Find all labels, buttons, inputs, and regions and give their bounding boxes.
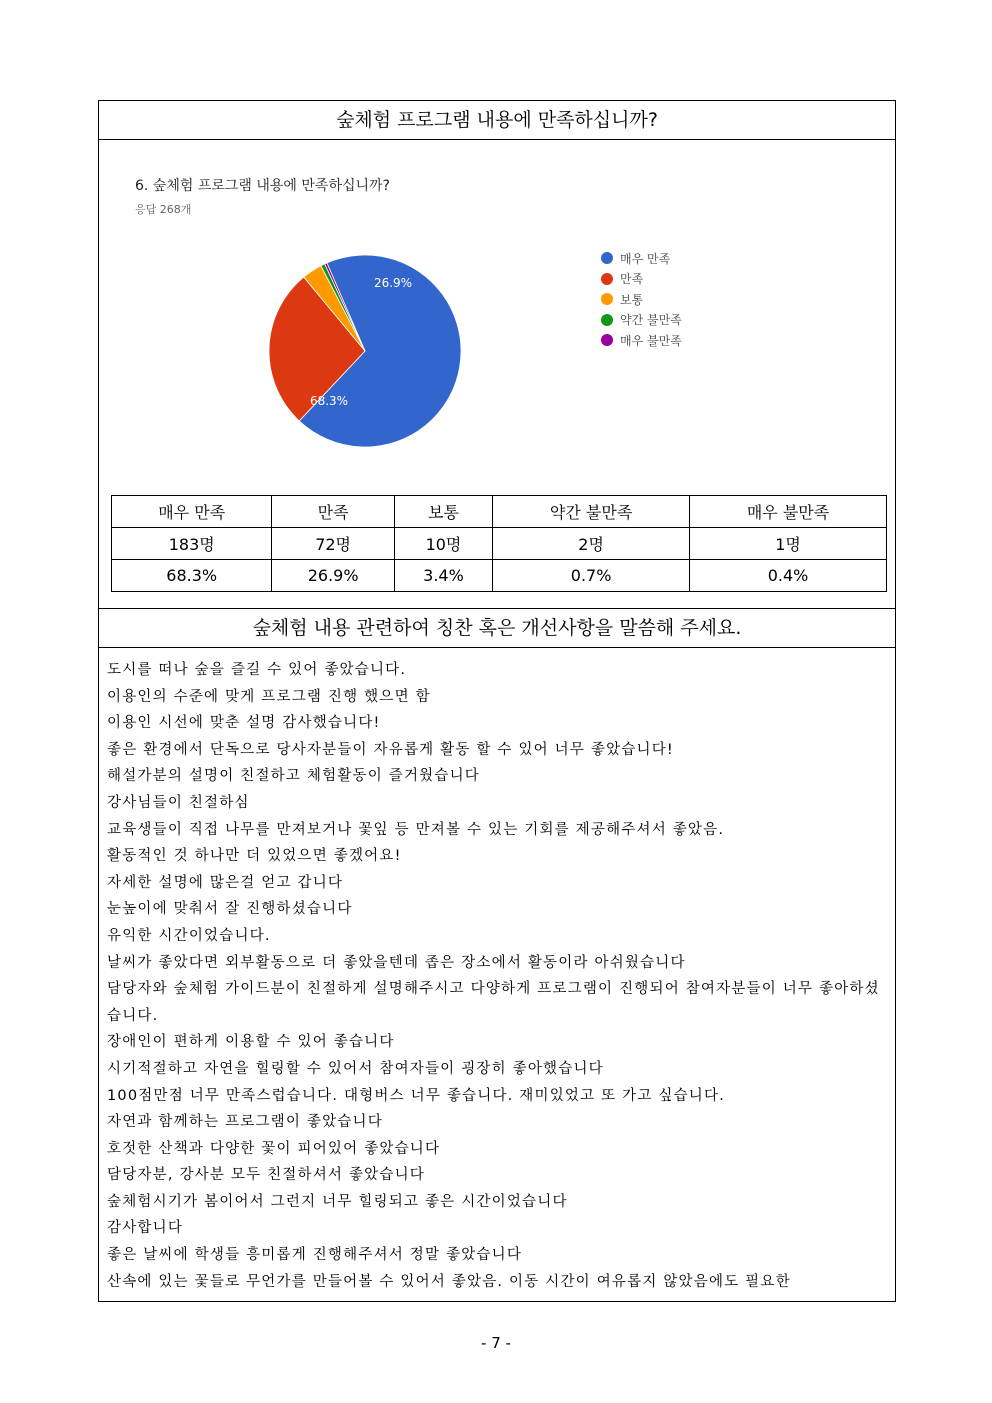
table-cell: 1명 (690, 528, 887, 560)
comment-item: 장애인이 편하게 이용할 수 있어 좋습니다 (107, 1034, 395, 1051)
response-table (111, 495, 887, 592)
comment-item: 날씨가 좋았다면 외부활동으로 더 좋았을텐데 좁은 장소에서 활동이라 아쉬웠습니다 (107, 954, 686, 971)
table-cell: 72명 (272, 528, 394, 560)
comment-item: 해설가분의 설명이 친절하고 체험활동이 즐거웠습니다 (107, 768, 480, 785)
table-cell: 68.3% (112, 560, 272, 592)
section2-title: 숲체험 내용 관련하여 칭찬 혹은 개선사항을 말씀해 주세요. (252, 617, 742, 639)
table-cell: 0.7% (493, 560, 690, 592)
slice-label-satisfied: 26.9% (373, 276, 413, 290)
section1-title: 숲체험 프로그램 내용에 만족하십니까? (336, 109, 658, 131)
comment-item: 좋은 환경에서 단독으로 당사자분들이 자유롭게 활동 할 수 있어 너무 좋았습니다! (107, 741, 674, 758)
pie-chart (267, 253, 463, 449)
comment-item: 유익한 시간이었습니다. (107, 927, 271, 944)
legend-label: 매우 불만족 (620, 333, 682, 348)
page-number: - 7 - (481, 1334, 511, 1352)
table-cell: 2명 (493, 528, 690, 560)
legend-label: 보통 (620, 292, 644, 307)
comment-item: 자연과 함께하는 프로그램이 좋았습니다 (107, 1114, 383, 1131)
legend-item (601, 248, 682, 269)
chart-subtitle: 응답 268개 (135, 203, 192, 216)
table-header-cell: 만족 (272, 496, 394, 528)
table-row-counts (112, 528, 887, 560)
chart-title: 6. 숲체험 프로그램 내용에 만족하십니까? (135, 178, 390, 194)
legend-swatch (601, 293, 613, 305)
legend-item (601, 310, 682, 331)
table-row-percents (112, 560, 887, 592)
table-cell: 3.4% (394, 560, 492, 592)
comment-item: 강사님들이 친절하심 (107, 794, 250, 811)
chart-legend (601, 248, 682, 351)
comment-item: 눈높이에 맞춰서 잘 진행하셨습니다 (107, 901, 353, 918)
legend-label: 매우 만족 (620, 251, 671, 266)
divider (99, 139, 895, 140)
table-header-row (112, 496, 887, 528)
comments-list (107, 657, 889, 1295)
table-header-cell: 보통 (394, 496, 492, 528)
comment-item: 이용인 시선에 맞춘 설명 감사했습니다! (107, 715, 381, 732)
comment-item: 감사합니다 (107, 1220, 184, 1237)
legend-swatch (601, 334, 613, 346)
legend-item (601, 330, 682, 351)
comment-item: 자세한 설명에 많은걸 얻고 갑니다 (107, 874, 344, 891)
comment-item: 도시를 떠나 숲을 즐길 수 있어 좋았습니다. (107, 662, 407, 678)
table-header-cell: 매우 만족 (112, 496, 272, 528)
comment-item: 교육생들이 직접 나무를 만져보거나 꽃잎 등 만져볼 수 있는 기회를 제공해주셔서 좋았음. (107, 821, 725, 838)
legend-swatch (601, 273, 613, 285)
table-cell: 10명 (394, 528, 492, 560)
comment-item: 호젓한 산책과 다양한 꽃이 피어있어 좋았습니다 (107, 1140, 441, 1157)
legend-item (601, 269, 682, 290)
legend-swatch (601, 252, 613, 264)
comment-item: 활동적인 것 하나만 더 있었으면 좋겠어요! (107, 848, 402, 865)
comment-item: 담당자와 숲체험 가이드분이 친절하게 설명해주시고 다양하게 프로그램이 진행되어 참여자분들이 너무 좋아하셨습니다. (107, 981, 880, 1024)
comment-item: 담당자분, 강사분 모두 친절하셔서 좋았습니다 (107, 1167, 425, 1184)
table-cell: 183명 (112, 528, 272, 560)
table-header-cell: 약간 불만족 (493, 496, 690, 528)
legend-label: 만족 (620, 272, 644, 287)
table-header-cell: 매우 불만족 (690, 496, 887, 528)
table-cell: 0.4% (690, 560, 887, 592)
comment-item: 이용인의 수준에 맞게 프로그램 진행 했으면 함 (107, 688, 431, 705)
comment-item: 산속에 있는 꽃들로 무언가를 만들어볼 수 있어서 좋았음. 이동 시간이 여유롭지 않았음에도 필요한 (107, 1273, 791, 1290)
survey-frame (98, 100, 896, 1302)
divider (99, 647, 895, 648)
legend-swatch (601, 314, 613, 326)
comment-item: 시기적절하고 자연을 힐링할 수 있어서 참여자들이 굉장히 좋아했습니다 (107, 1060, 604, 1077)
comment-item: 좋은 날씨에 학생들 흥미롭게 진행해주셔서 정말 좋았습니다 (107, 1247, 523, 1264)
slice-label-very-satisfied: 68.3% (309, 394, 349, 408)
table-cell: 26.9% (272, 560, 394, 592)
legend-label: 약간 불만족 (620, 313, 682, 328)
legend-item (601, 289, 682, 310)
comment-item: 100점만점 너무 만족스럽습니다. 대형버스 너무 좋습니다. 재미있었고 또 가고 싶습니다. (107, 1087, 726, 1104)
comment-item: 숲체험시기가 봄이어서 그런지 너무 힐링되고 좋은 시간이었습니다 (107, 1193, 568, 1210)
